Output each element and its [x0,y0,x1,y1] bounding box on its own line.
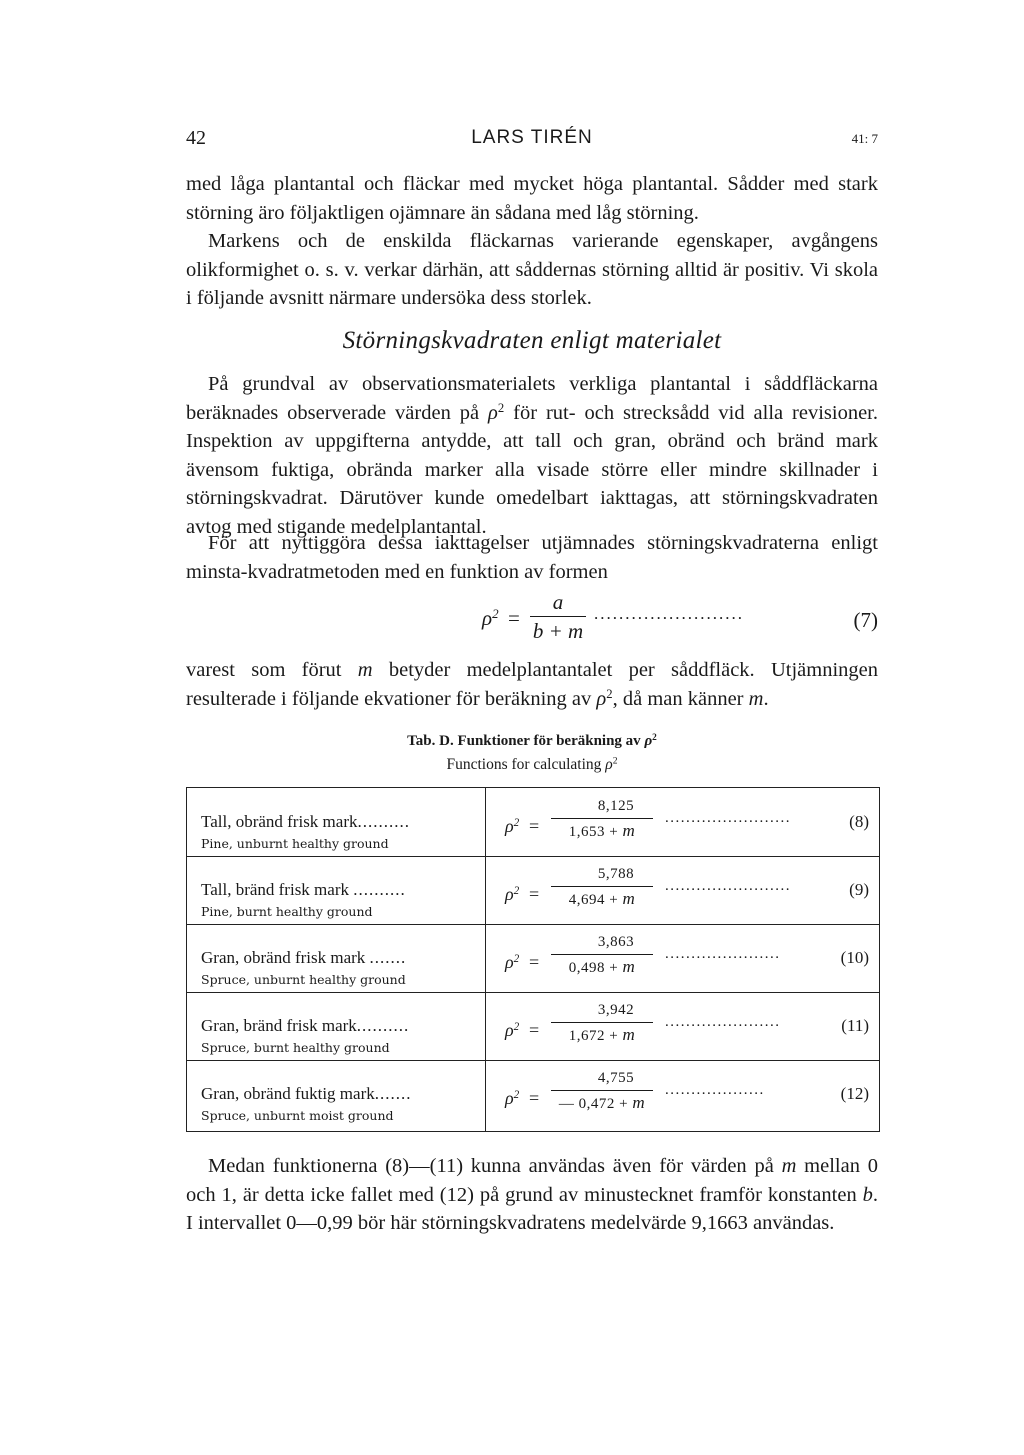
section-title: Störningskvadraten enligt materialet [342,327,722,354]
table-row: Gran, bränd frisk mark.......... Spruce, burnt healthy ground $\rho^2$ = 3,942 1,672 + m ...................... (11) [187,992,879,1061]
formula-fraction [530,590,586,644]
table-row: Gran, obränd frisk mark ....... Spruce, unburnt healthy ground $\rho^2$ = 3,863 0,498 + m ...................... (10) [187,924,879,993]
row-label: Tall, bränd frisk mark .......... [201,880,406,899]
row-fraction: 3,863 0,498 + m [551,934,653,977]
paragraph-1: med låga plantantal och fläckar med mycket höga plantantal. Sådder med stark störning äro följaktligen ojämnare än sådana med låg störning. [186,173,878,224]
equation-number: (11) [841,1016,869,1035]
paragraph-4: För att nyttiggöra dessa iakttagelser utjämnades störningskvadraterna enligt minsta-kvadratmetoden med en funktion av formen [186,532,878,583]
issue-reference: 41: 7 [851,131,878,146]
equation-number: (12) [840,1084,869,1103]
running-title: LARS TIRÉN [471,127,593,148]
paragraph-3: På grundval av observationsmaterialets verkliga plantantal i såddfläckarna beräknades observerade värden på $\rho^2$ för rut- och strecksådd vid alla revisioner. Inspektion av uppgifterna antydde, att tall och gran, obränd och bränd mark ävensom fuktiga, obrända marker alla visade större eller mindre skillnader i störningskvadrat. Därutöver kunde omedelbart iakttagas, att störningskvadraten avtog med stigande medelplantantal. [186,373,878,538]
row-fraction: 3,942 1,672 + m [551,1002,653,1045]
equation-number: (7) [853,608,878,632]
table-row: Gran, obränd fuktig mark....... Spruce, unburnt moist ground $\rho^2$ = 4,755 — 0,472 + m ................... (12) [201,1070,869,1123]
formula-numerator: a [552,590,564,614]
paragraph-5: varest som förut m betyder medelplantantalet per såddfläck. Utjämningen resulterade i följande ekvationer för beräkning av $\rho^2$, då man känner m. [186,659,878,710]
row-english-label: Spruce, burnt healthy ground [201,1040,390,1055]
table-subtitle: Functions for calculating $\rho^2$ [446,755,618,773]
table-row: Tall, obränd frisk mark.......... Pine, unburnt healthy ground $\rho^2$ = 8,125 1,653 + m ........................ (8) [187,788,879,857]
leader-dots: ........................ [594,604,744,623]
equation-number: (9) [849,880,869,899]
formula-lhs: $\rho^2$ [482,605,499,630]
paragraph-2: Markens och de enskilda fläckarnas varierande egenskaper, avgångens olikformighet o. s. v. verkar därhän, att såddernas störning alltid är positiv. Vi skola i följande avsnitt närmare undersöka dess storlek. [186,230,878,309]
equals-sign: = [508,606,520,630]
row-english-label: Spruce, unburnt healthy ground [201,972,406,987]
row-label: Gran, obränd fuktig mark....... [201,1084,412,1103]
equation-number: (8) [849,812,869,831]
equation-number: (10) [840,948,869,967]
rho-symbol: ρ [488,401,498,424]
paragraph-6: Medan funktionerna (8)—(11) kunna användas även för värden på m mellan 0 och 1, är detta icke fallet med (12) på grund av minustecknet framför konstanten b. I intervallet 0—0,99 bör här störningskvadratens medelvärde 9,1663 användas. [186,1155,879,1234]
page-number: 42 [186,127,206,149]
row-fraction: 5,788 4,694 + m [551,866,653,909]
row-english-label: Pine, burnt healthy ground [201,904,373,919]
row-label: Tall, obränd frisk mark.......... [201,812,410,831]
row-english-label: Spruce, unburnt moist ground [201,1108,394,1123]
formula-7 [186,590,878,650]
row-label: Gran, obränd frisk mark ....... [201,948,407,967]
row-fraction: 4,755 — 0,472 + m [551,1070,653,1113]
table-title: Tab. D. Funktioner för beräkning av $\rho^2$ [407,732,657,749]
fraction-bar [530,616,586,617]
page-header [186,127,878,157]
functions-table [186,787,880,1132]
row-english-label: Pine, unburnt healthy ground [201,836,389,851]
table-row: Tall, bränd frisk mark .......... Pine, burnt healthy ground $\rho^2$ = 5,788 4,694 + m ........................ (9) [187,856,879,925]
row-fraction: 8,125 1,653 + m [551,798,653,841]
formula-denominator: b + m [532,619,584,643]
row-label: Gran, bränd frisk mark.......... [201,1016,410,1035]
